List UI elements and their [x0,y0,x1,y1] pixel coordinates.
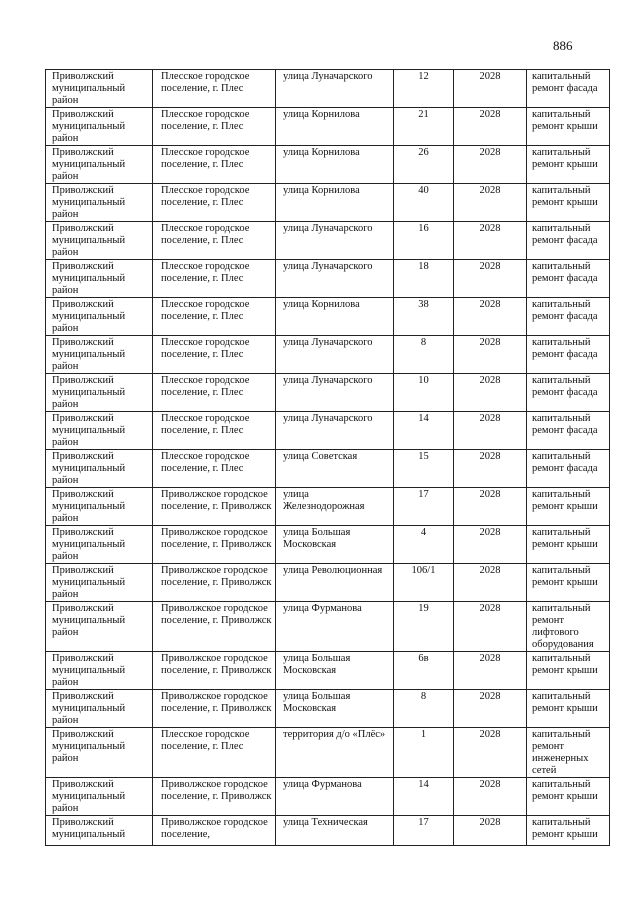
district-cell-text: Приволжский муниципальный район [52,691,126,726]
work-type-cell [527,298,610,336]
street-cell-text: улица Большая Московская [283,527,351,550]
street-cell-text: улица Корнилова [283,147,360,158]
settlement-cell [153,336,276,374]
table-row [46,184,610,222]
street-cell-text: улица Корнилова [283,299,360,310]
house-number-cell [394,602,454,652]
district-cell-text: Приволжский муниципальный район [52,653,126,688]
work-type-cell [527,374,610,412]
settlement-cell-text: Приволжское городское поселение, г. Приволжск [161,691,272,714]
year-cell-text: 2028 [479,527,501,538]
table-row [46,108,610,146]
district-cell-text: Приволжский муниципальный район [52,147,126,182]
work-type-cell-text: капитальный ремонт крыши [532,817,598,840]
street-cell-text: улица Луначарского [283,413,373,424]
house-number-cell [394,778,454,816]
year-cell-text: 2028 [479,565,501,576]
year-cell [454,70,527,108]
street-cell [276,728,394,778]
year-cell-text: 2028 [479,729,501,740]
district-cell-text: Приволжский муниципальный район [52,109,126,144]
settlement-cell [153,374,276,412]
settlement-cell [153,816,276,846]
street-cell-text: улица Луначарского [283,337,373,348]
table-row [46,298,610,336]
table-row [46,488,610,526]
year-cell [454,564,527,602]
district-cell-text: Приволжский муниципальный район [52,375,126,410]
work-type-cell-text: капитальный ремонт крыши [532,691,598,714]
table-row [46,778,610,816]
year-cell-text: 2028 [479,691,501,702]
street-cell-text: улица Корнилова [283,185,360,196]
work-type-cell [527,260,610,298]
house-number-cell [394,816,454,846]
district-cell [46,70,153,108]
house-number-cell [394,374,454,412]
year-cell-text: 2028 [479,299,501,310]
street-cell [276,336,394,374]
house-number-cell-text: 16 [418,223,429,234]
house-number-cell-text: 14 [418,779,429,790]
house-number-cell [394,336,454,374]
year-cell-text: 2028 [479,779,501,790]
year-cell [454,146,527,184]
street-cell-text: улица Большая Московская [283,653,351,676]
year-cell [454,778,527,816]
house-number-cell [394,526,454,564]
table-row [46,70,610,108]
district-cell-text: Приволжский муниципальный район [52,71,126,106]
year-cell [454,298,527,336]
district-cell [46,412,153,450]
table-row [46,450,610,488]
settlement-cell [153,412,276,450]
work-type-cell-text: капитальный ремонт крыши [532,565,598,588]
table-row [46,146,610,184]
district-cell [46,184,153,222]
street-cell [276,184,394,222]
work-type-cell-text: капитальный ремонт фасада [532,223,598,246]
year-cell [454,260,527,298]
work-type-cell-text: капитальный ремонт крыши [532,109,598,132]
settlement-cell [153,298,276,336]
year-cell [454,412,527,450]
work-type-cell [527,652,610,690]
work-type-cell-text: капитальный ремонт фасада [532,261,598,284]
house-number-cell-text: 18 [418,261,429,272]
district-cell-text: Приволжский муниципальный район [52,299,126,334]
district-cell [46,602,153,652]
street-cell-text: улица Корнилова [283,109,360,120]
street-cell [276,146,394,184]
settlement-cell [153,260,276,298]
district-cell-text: Приволжский муниципальный район [52,565,126,600]
settlement-cell [153,652,276,690]
work-type-cell [527,70,610,108]
street-cell-text: улица Советская [283,451,358,462]
district-cell [46,488,153,526]
work-type-cell [527,336,610,374]
settlement-cell [153,690,276,728]
work-type-cell-text: капитальный ремонт фасада [532,71,598,94]
settlement-cell-text: Плесское городское поселение, г. Плес [161,375,250,398]
settlement-cell-text: Плесское городское поселение, г. Плес [161,223,250,246]
settlement-cell [153,146,276,184]
house-number-cell-text: 19 [418,603,429,614]
district-cell-text: Приволжский муниципальный район [52,779,126,814]
table-row [46,728,610,778]
work-type-cell-text: капитальный ремонт фасада [532,337,598,360]
registry-table [45,69,610,846]
year-cell-text: 2028 [479,337,501,348]
settlement-cell [153,526,276,564]
settlement-cell-text: Плесское городское поселение, г. Плес [161,413,250,436]
work-type-cell [527,526,610,564]
year-cell [454,336,527,374]
settlement-cell [153,602,276,652]
street-cell-text: улица Техническая [283,817,368,828]
work-type-cell-text: капитальный ремонт фасада [532,375,598,398]
house-number-cell-text: 38 [418,299,429,310]
street-cell [276,778,394,816]
house-number-cell-text: 8 [420,691,427,702]
house-number-cell-text: 21 [418,109,429,120]
settlement-cell-text: Плесское городское поселение, г. Плес [161,337,250,360]
settlement-cell-text: Плесское городское поселение, г. Плес [161,185,250,208]
settlement-cell-text: Плесское городское поселение, г. Плес [161,299,250,322]
table-row [46,374,610,412]
work-type-cell [527,184,610,222]
house-number-cell-text: 106/1 [411,565,436,576]
year-cell-text: 2028 [479,489,501,500]
work-type-cell [527,816,610,846]
settlement-cell [153,450,276,488]
work-type-cell [527,778,610,816]
district-cell-text: Приволжский муниципальный район [52,337,126,372]
work-type-cell [527,146,610,184]
street-cell [276,70,394,108]
year-cell-text: 2028 [479,147,501,158]
house-number-cell-text: 12 [418,71,429,82]
work-type-cell [527,602,610,652]
street-cell [276,374,394,412]
house-number-cell-text: 26 [418,147,429,158]
district-cell [46,816,153,846]
year-cell [454,816,527,846]
house-number-cell [394,146,454,184]
table-row [46,690,610,728]
district-cell [46,526,153,564]
year-cell [454,450,527,488]
district-cell [46,336,153,374]
district-cell-text: Приволжский муниципальный район [52,729,126,764]
settlement-cell-text: Приволжское городское поселение, г. Приволжск [161,653,272,676]
district-cell-text: Приволжский муниципальный район [52,603,126,638]
street-cell [276,412,394,450]
house-number-cell-text: 1 [420,729,427,740]
house-number-cell-text: 4 [420,527,427,538]
year-cell-text: 2028 [479,817,501,828]
district-cell [46,728,153,778]
table-row [46,564,610,602]
district-cell-text: Приволжский муниципальный район [52,185,126,220]
work-type-cell [527,108,610,146]
table-row [46,602,610,652]
street-cell [276,488,394,526]
settlement-cell-text: Плесское городское поселение, г. Плес [161,71,250,94]
settlement-cell-text: Плесское городское поселение, г. Плес [161,451,250,474]
house-number-cell [394,412,454,450]
house-number-cell-text: 8 [420,337,427,348]
district-cell-text: Приволжский муниципальный район [52,223,126,258]
street-cell [276,222,394,260]
street-cell [276,816,394,846]
settlement-cell-text: Приволжское городское поселение, [161,817,268,840]
year-cell-text: 2028 [479,223,501,234]
year-cell [454,652,527,690]
district-cell-text: Приволжский муниципальный район [52,451,126,486]
district-cell [46,260,153,298]
house-number-cell-text: 14 [418,413,429,424]
year-cell [454,728,527,778]
year-cell-text: 2028 [479,375,501,386]
year-cell [454,222,527,260]
district-cell-text: Приволжский муниципальный район [52,527,126,562]
street-cell-text: улица Революционная [283,565,383,576]
street-cell [276,450,394,488]
house-number-cell [394,222,454,260]
house-number-cell-text: 17 [418,489,429,500]
house-number-cell [394,450,454,488]
settlement-cell [153,108,276,146]
street-cell-text: улица Луначарского [283,223,373,234]
street-cell [276,652,394,690]
year-cell-text: 2028 [479,603,501,614]
settlement-cell [153,728,276,778]
table-row [46,816,610,846]
district-cell [46,108,153,146]
table-row [46,336,610,374]
street-cell-text: улица Большая Московская [283,691,351,714]
year-cell [454,374,527,412]
settlement-cell-text: Приволжское городское поселение, г. Приволжск [161,565,272,588]
street-cell-text: территория д/о «Плёс» [283,729,386,740]
house-number-cell-text: 17 [418,817,429,828]
house-number-cell [394,298,454,336]
year-cell-text: 2028 [479,71,501,82]
year-cell-text: 2028 [479,261,501,272]
table-row [46,412,610,450]
district-cell [46,298,153,336]
year-cell [454,526,527,564]
street-cell [276,298,394,336]
work-type-cell-text: капитальный ремонт фасада [532,413,598,436]
work-type-cell [527,488,610,526]
year-cell-text: 2028 [479,413,501,424]
street-cell [276,526,394,564]
street-cell [276,690,394,728]
work-type-cell [527,690,610,728]
settlement-cell-text: Плесское городское поселение, г. Плес [161,261,250,284]
year-cell [454,488,527,526]
work-type-cell-text: капитальный ремонт крыши [532,527,598,550]
house-number-cell [394,488,454,526]
street-cell [276,108,394,146]
settlement-cell-text: Приволжское городское поселение, г. Приволжск [161,527,272,550]
district-cell [46,146,153,184]
year-cell-text: 2028 [479,185,501,196]
year-cell-text: 2028 [479,653,501,664]
settlement-cell [153,70,276,108]
table-row [46,526,610,564]
page-number: 886 [553,38,573,53]
street-cell-text: улица Луначарского [283,71,373,82]
work-type-cell-text: капитальный ремонт инженерных сетей [532,729,591,776]
settlement-cell [153,488,276,526]
street-cell-text: улица Фурманова [283,603,362,614]
year-cell [454,690,527,728]
district-cell [46,690,153,728]
district-cell [46,450,153,488]
settlement-cell-text: Приволжское городское поселение, г. Приволжск [161,489,272,512]
work-type-cell-text: капитальный ремонт крыши [532,653,598,676]
house-number-cell [394,728,454,778]
settlement-cell-text: Плесское городское поселение, г. Плес [161,147,250,170]
house-number-cell [394,690,454,728]
work-type-cell [527,450,610,488]
settlement-cell-text: Плесское городское поселение, г. Плес [161,109,250,132]
house-number-cell [394,652,454,690]
house-number-cell [394,108,454,146]
district-cell [46,652,153,690]
district-cell-text: Приволжский муниципальный [52,817,126,840]
table-row [46,260,610,298]
house-number-cell [394,184,454,222]
settlement-cell [153,184,276,222]
work-type-cell [527,412,610,450]
street-cell-text: улица Железнодорожная [283,489,365,512]
table-row [46,222,610,260]
district-cell [46,222,153,260]
work-type-cell-text: капитальный ремонт крыши [532,147,598,170]
year-cell [454,184,527,222]
district-cell [46,564,153,602]
settlement-cell-text: Плесское городское поселение, г. Плес [161,729,250,752]
district-cell-text: Приволжский муниципальный район [52,413,126,448]
work-type-cell [527,564,610,602]
street-cell-text: улица Луначарского [283,375,373,386]
work-type-cell-text: капитальный ремонт крыши [532,779,598,802]
work-type-cell-text: капитальный ремонт крыши [532,489,598,512]
work-type-cell-text: капитальный ремонт фасада [532,451,598,474]
settlement-cell-text: Приволжское городское поселение, г. Приволжск [161,603,272,626]
settlement-cell [153,564,276,602]
street-cell [276,564,394,602]
year-cell-text: 2028 [479,109,501,120]
district-cell [46,778,153,816]
work-type-cell-text: капитальный ремонт фасада [532,299,598,322]
district-cell-text: Приволжский муниципальный район [52,489,126,524]
year-cell-text: 2028 [479,451,501,462]
work-type-cell-text: капитальный ремонт крыши [532,185,598,208]
settlement-cell [153,222,276,260]
house-number-cell [394,260,454,298]
district-cell [46,374,153,412]
street-cell [276,602,394,652]
house-number-cell-text: 10 [418,375,429,386]
house-number-cell-text: 40 [418,185,429,196]
settlement-cell-text: Приволжское городское поселение, г. Приволжск [161,779,272,802]
work-type-cell [527,222,610,260]
district-cell-text: Приволжский муниципальный район [52,261,126,296]
year-cell [454,602,527,652]
street-cell [276,260,394,298]
table-row [46,652,610,690]
street-cell-text: улица Луначарского [283,261,373,272]
year-cell [454,108,527,146]
house-number-cell [394,564,454,602]
settlement-cell [153,778,276,816]
house-number-cell-text: 6в [418,653,429,664]
house-number-cell-text: 15 [418,451,429,462]
work-type-cell-text: капитальный ремонт лифтового оборудования [532,603,594,650]
house-number-cell [394,70,454,108]
work-type-cell [527,728,610,778]
street-cell-text: улица Фурманова [283,779,362,790]
